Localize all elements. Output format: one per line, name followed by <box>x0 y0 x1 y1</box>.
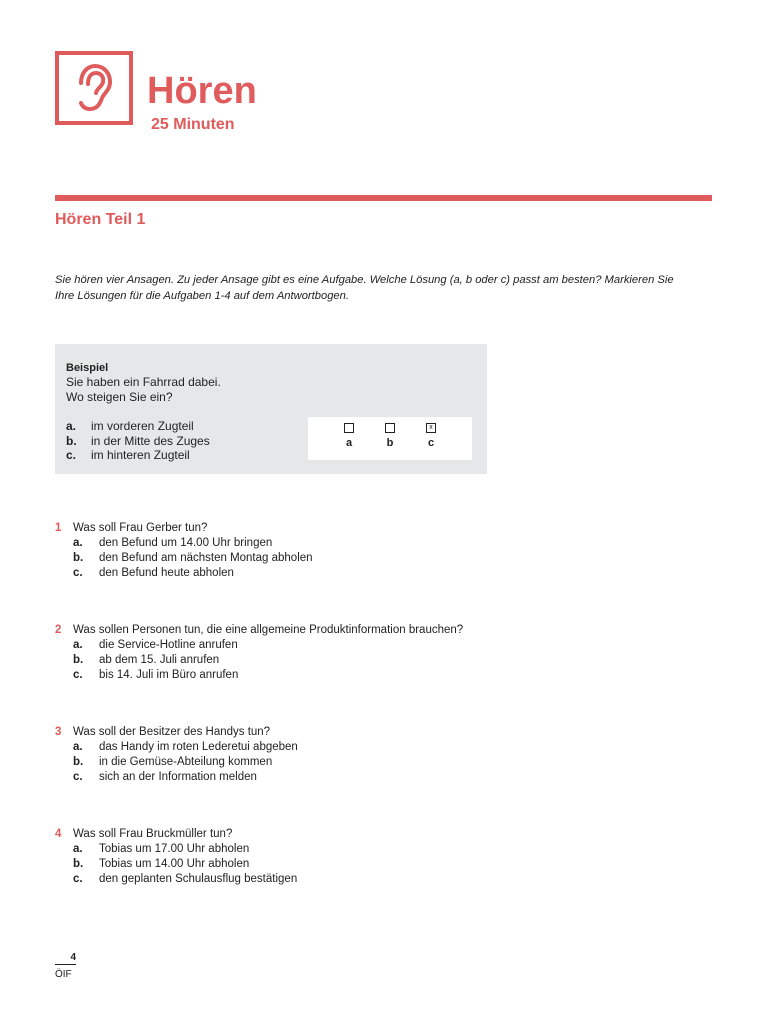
footer-org: ÖIF <box>55 969 72 980</box>
option-text: das Handy im roten Lederetui abgeben <box>99 741 298 753</box>
example-heading: Beispiel <box>66 362 109 374</box>
option-letter: a. <box>73 843 83 855</box>
checked-checkbox-icon: x <box>426 423 436 433</box>
option-letter: b. <box>73 756 84 768</box>
option-text: in die Gemüse-Abteilung kommen <box>99 756 273 768</box>
answer-label: a <box>345 437 353 449</box>
example-box <box>55 344 487 474</box>
option-b <box>73 653 219 668</box>
option-letter: b. <box>73 552 84 564</box>
example-question: Wo steigen Sie ein? <box>66 390 173 404</box>
header-logo <box>55 51 133 125</box>
page-title: Hören <box>147 70 257 112</box>
answer-option-b <box>381 423 399 449</box>
option-letter: c. <box>73 771 83 783</box>
answer-option-a <box>340 423 358 449</box>
ear-icon <box>73 63 115 113</box>
option-a <box>73 740 298 755</box>
question-number: 2 <box>55 624 62 636</box>
question-text: Was sollen Personen tun, die eine allgemeine Produktinformation brauchen? <box>73 624 464 636</box>
example-option-c <box>66 448 190 462</box>
option-text: den Befund heute abholen <box>99 567 234 579</box>
example-answer-box <box>308 417 472 460</box>
option-a <box>73 842 249 857</box>
option-text: Tobias um 14.00 Uhr abholen <box>99 858 250 870</box>
example-option-b <box>66 434 210 448</box>
option-c <box>73 872 297 887</box>
option-text: Tobias um 17.00 Uhr abholen <box>99 843 250 855</box>
option-letter: c. <box>66 448 77 462</box>
option-letter: a. <box>73 537 83 549</box>
question-number: 3 <box>55 726 62 738</box>
option-letter: c. <box>73 567 83 579</box>
question-number: 1 <box>55 522 62 534</box>
question-text: Was soll Frau Gerber tun? <box>73 522 208 534</box>
answer-option-c <box>422 423 440 449</box>
instructions: Sie hören vier Ansagen. Zu jeder Ansage gibt es eine Aufgabe. Welche Lösung (a, b oder c) passt am besten? Markieren Sie Ihre Lösungen für die Aufgaben 1-4 auf dem Antwortbogen. <box>55 274 674 302</box>
option-letter: c. <box>73 669 83 681</box>
option-c <box>73 668 238 683</box>
option-letter: c. <box>73 873 83 885</box>
example-option-a <box>66 419 194 433</box>
option-c <box>73 566 234 581</box>
page-subtitle: 25 Minuten <box>151 116 235 133</box>
option-text: den Befund um 14.00 Uhr bringen <box>99 537 273 549</box>
question-text: Was soll Frau Bruckmüller tun? <box>73 828 233 840</box>
option-text: den geplanten Schulausflug bestätigen <box>99 873 298 885</box>
option-letter: b. <box>73 654 84 666</box>
option-text: den Befund am nächsten Montag abholen <box>99 552 313 564</box>
option-text: im hinteren Zugteil <box>91 448 190 462</box>
answer-label: c <box>427 437 435 449</box>
example-line: Sie haben ein Fahrrad dabei. <box>66 375 221 389</box>
option-letter: a. <box>73 639 83 651</box>
option-c <box>73 770 257 785</box>
option-text: die Service-Hotline anrufen <box>99 639 238 651</box>
option-letter: b. <box>66 434 77 448</box>
section-title: Hören Teil 1 <box>55 211 146 228</box>
answer-label: b <box>386 437 394 449</box>
option-a <box>73 536 272 551</box>
option-b <box>73 551 313 566</box>
option-text: sich an der Information melden <box>99 771 257 783</box>
option-letter: a. <box>73 741 83 753</box>
checkbox-icon <box>385 423 395 433</box>
option-letter: b. <box>73 858 84 870</box>
option-text: ab dem 15. Juli anrufen <box>99 654 220 666</box>
page-number: 4 <box>55 952 76 965</box>
option-text: im vorderen Zugteil <box>91 419 194 433</box>
option-b <box>73 755 272 770</box>
question-text: Was soll der Besitzer des Handys tun? <box>73 726 271 738</box>
section-divider <box>55 195 712 201</box>
option-text: in der Mitte des Zuges <box>91 434 210 448</box>
option-b <box>73 857 249 872</box>
question-number: 4 <box>55 828 62 840</box>
option-a <box>73 638 238 653</box>
option-letter: a. <box>66 419 77 433</box>
option-text: bis 14. Juli im Büro anrufen <box>99 669 239 681</box>
checkbox-icon <box>344 423 354 433</box>
